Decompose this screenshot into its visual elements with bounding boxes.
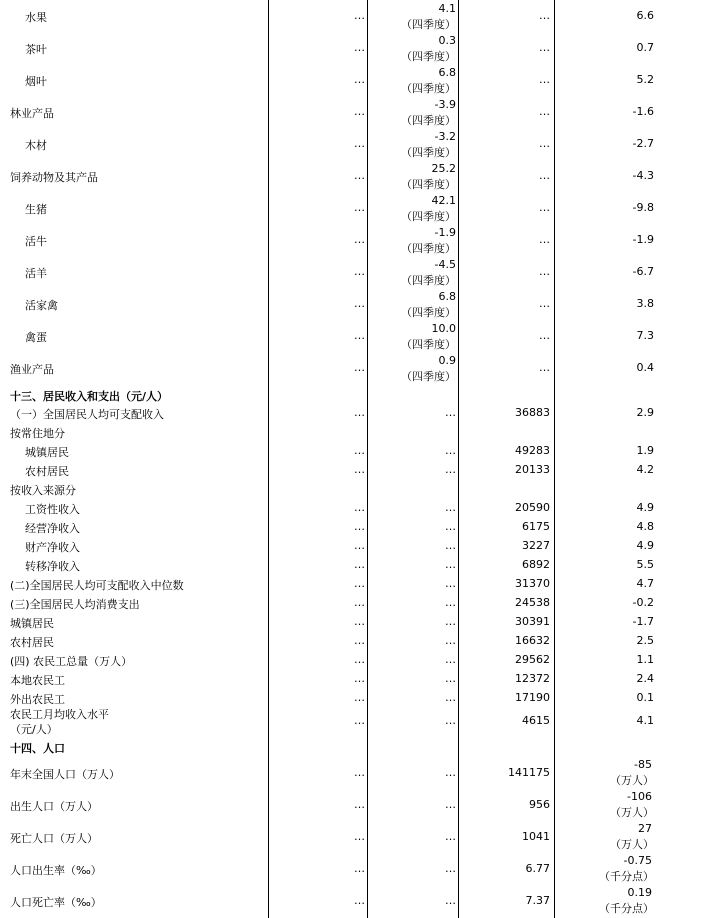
row-label: 转移净收入 [25,560,80,573]
table-row [0,852,713,884]
cell-c1: … [354,766,365,779]
cell-c3: 3227 [522,539,550,552]
row-label: 财产净收入 [25,541,80,554]
cell-c1: … [354,73,365,86]
cell-c2: 4.1 （四季度） [401,2,456,31]
cell-c3: 24538 [515,596,550,609]
cell-c4: 4.8 [636,520,654,533]
cell-c2: … [445,691,456,704]
cell-c2: 10.0 （四季度） [401,322,456,351]
cell-c3: 20133 [515,463,550,476]
cell-c2: … [445,634,456,647]
row-label: 本地农民工 [10,674,65,687]
row-label: 按常住地分 [10,427,65,440]
cell-c1: … [354,798,365,811]
cell-c3: 29562 [515,653,550,666]
table-row [0,423,713,442]
row-label: 城镇居民 [10,617,54,630]
cell-c1: … [354,105,365,118]
cell-c2: … [445,501,456,514]
cell-c2: … [445,463,456,476]
cell-c2: … [445,615,456,628]
cell-c4: 6.6 [636,9,654,22]
cell-c4: -0.75 （千分点） [599,854,654,883]
cell-c1: … [354,201,365,214]
cell-c2: … [445,798,456,811]
cell-c4: -2.7 [632,137,654,150]
row-label: 渔业产品 [10,363,54,376]
cell-c1: … [354,463,365,476]
cell-c4: -9.8 [632,201,654,214]
cell-c4: -4.3 [632,169,654,182]
cell-c1: … [354,9,365,22]
cell-c1: … [354,634,365,647]
row-label: 工资性收入 [25,503,80,516]
cell-c2: … [445,558,456,571]
cell-c1: … [354,862,365,875]
row-label: (三)全国居民人均消费支出 [10,598,140,611]
row-label: 农村居民 [25,465,69,478]
cell-c1: … [354,233,365,246]
table-row [0,632,713,651]
cell-c3: 12372 [515,672,550,685]
table-row [0,706,713,738]
cell-c3: 36883 [515,406,550,419]
table-row [0,0,713,32]
cell-c4: -1.6 [632,105,654,118]
cell-c1: … [354,444,365,457]
row-label: (二)全国居民人均可支配收入中位数 [10,579,184,592]
row-label: 茶叶 [25,43,47,56]
cell-c2: -1.9 （四季度） [401,226,456,255]
cell-c3: … [539,297,550,310]
row-label: 农村居民 [10,636,54,649]
cell-c3: … [539,41,550,54]
cell-c2: 0.3 （四季度） [401,34,456,63]
cell-c3: … [539,137,550,150]
cell-c3: 4615 [522,714,550,727]
cell-c1: … [354,169,365,182]
row-label: 活羊 [25,267,47,280]
table-row [0,518,713,537]
cell-c3: … [539,265,550,278]
cell-c4: 4.9 [636,539,654,552]
cell-c1: … [354,265,365,278]
cell-c2: 0.9 （四季度） [401,354,456,383]
cell-c1: … [354,596,365,609]
row-label: 人口出生率（‰） [10,864,102,877]
table-row [0,884,713,916]
section-title-row [0,739,713,756]
cell-c1: … [354,653,365,666]
cell-c1: … [354,691,365,704]
section-title: 十三、居民收入和支出（元/人） [10,390,169,403]
cell-c3: 1041 [522,830,550,843]
cell-c1: … [354,329,365,342]
cell-c4: 4.2 [636,463,654,476]
cell-c2: 42.1 （四季度） [401,194,456,223]
table-row [0,651,713,670]
cell-c2: -3.2 （四季度） [401,130,456,159]
table-row [0,404,713,423]
row-label: 城镇居民 [25,446,69,459]
cell-c1: … [354,137,365,150]
table-row [0,537,713,556]
cell-c3: … [539,105,550,118]
row-label: 水果 [25,11,47,24]
cell-c4: 1.9 [636,444,654,457]
table-row [0,256,713,288]
table-row [0,192,713,224]
row-label: 按收入来源分 [10,484,76,497]
cell-c3: … [539,329,550,342]
cell-c3: 7.37 [525,894,550,907]
cell-c2: … [445,766,456,779]
row-label: 年末全国人口（万人） [10,768,120,781]
cell-c4: 2.5 [636,634,654,647]
cell-c2: 25.2 （四季度） [401,162,456,191]
table-row [0,499,713,518]
table-row [0,556,713,575]
cell-c1: … [354,615,365,628]
cell-c2: … [445,862,456,875]
cell-c3: 956 [529,798,550,811]
cell-c3: … [539,361,550,374]
cell-c4: 5.2 [636,73,654,86]
table-row [0,461,713,480]
cell-c4: 0.19 （千分点） [599,886,654,915]
row-label: 林业产品 [10,107,54,120]
cell-c2: … [445,539,456,552]
cell-c4: 3.8 [636,297,654,310]
table-row [0,480,713,499]
cell-c2: 6.8 （四季度） [401,290,456,319]
cell-c1: … [354,406,365,419]
section-title-row [0,386,713,405]
cell-c1: … [354,539,365,552]
row-label: 外出农民工 [10,693,65,706]
cell-c2: … [445,406,456,419]
cell-c1: … [354,501,365,514]
table-row [0,32,713,64]
cell-c4: 1.1 [636,653,654,666]
cell-c1: … [354,672,365,685]
row-label: （一）全国居民人均可支配收入 [10,408,164,421]
table-row [0,352,713,384]
table-row [0,670,713,689]
cell-c4: -106 （万人） [610,790,654,819]
cell-c4: 27 （万人） [610,822,654,851]
cell-c3: 6175 [522,520,550,533]
cell-c1: … [354,894,365,907]
cell-c4: -0.2 [632,596,654,609]
cell-c1: … [354,577,365,590]
row-label: 出生人口（万人） [10,800,98,813]
row-label: 烟叶 [25,75,47,88]
cell-c4: 0.4 [636,361,654,374]
cell-c4: 2.4 [636,672,654,685]
row-label: 死亡人口（万人） [10,832,98,845]
row-label: 木材 [25,139,47,152]
cell-c2: … [445,894,456,907]
cell-c3: 141175 [508,766,550,779]
row-label: 禽蛋 [25,331,47,344]
row-label: 农民工月均收入水平 （元/人） [10,708,109,736]
row-label: 经营净收入 [25,522,80,535]
cell-c3: 17190 [515,691,550,704]
cell-c1: … [354,714,365,727]
cell-c4: -1.9 [632,233,654,246]
cell-c2: … [445,520,456,533]
table-row [0,442,713,461]
cell-c2: -3.9 （四季度） [401,98,456,127]
cell-c1: … [354,520,365,533]
table-row [0,594,713,613]
table-row [0,820,713,852]
cell-c1: … [354,297,365,310]
row-label: (四) 农民工总量（万人） [10,655,133,668]
cell-c3: … [539,169,550,182]
cell-c2: … [445,577,456,590]
cell-c4: -85 （万人） [610,758,654,787]
cell-c1: … [354,41,365,54]
cell-c3: 16632 [515,634,550,647]
table-row [0,575,713,594]
cell-c4: -6.7 [632,265,654,278]
row-label: 活家禽 [25,299,58,312]
cell-c4: 4.9 [636,501,654,514]
cell-c3: 49283 [515,444,550,457]
cell-c1: … [354,361,365,374]
cell-c3: 6.77 [525,862,550,875]
cell-c2: … [445,653,456,666]
cell-c3: … [539,9,550,22]
cell-c2: -4.5 （四季度） [401,258,456,287]
row-label: 人口死亡率（‰） [10,896,102,909]
cell-c3: … [539,233,550,246]
cell-c3: … [539,201,550,214]
cell-c3: 20590 [515,501,550,514]
cell-c4: 7.3 [636,329,654,342]
section-title: 十四、人口 [10,742,65,755]
row-label: 生猪 [25,203,47,216]
cell-c3: 31370 [515,577,550,590]
table-row [0,224,713,256]
row-label: 饲养动物及其产品 [10,171,98,184]
cell-c4: -1.7 [632,615,654,628]
cell-c4: 4.7 [636,577,654,590]
cell-c1: … [354,558,365,571]
cell-c3: 30391 [515,615,550,628]
cell-c2: 6.8 （四季度） [401,66,456,95]
cell-c4: 5.5 [636,558,654,571]
cell-c2: … [445,596,456,609]
table-row [0,613,713,632]
table-row [0,128,713,160]
cell-c1: … [354,830,365,843]
row-label: 活牛 [25,235,47,248]
cell-c4: 0.1 [636,691,654,704]
cell-c3: … [539,73,550,86]
cell-c2: … [445,830,456,843]
table-row [0,64,713,96]
table-row [0,788,713,820]
cell-c4: 4.1 [636,714,654,727]
table-row [0,160,713,192]
table-row [0,96,713,128]
cell-c4: 2.9 [636,406,654,419]
cell-c2: … [445,444,456,457]
cell-c2: … [445,714,456,727]
table-row [0,756,713,788]
table-row [0,288,713,320]
table-row [0,320,713,352]
cell-c2: … [445,672,456,685]
cell-c3: 6892 [522,558,550,571]
cell-c4: 0.7 [636,41,654,54]
